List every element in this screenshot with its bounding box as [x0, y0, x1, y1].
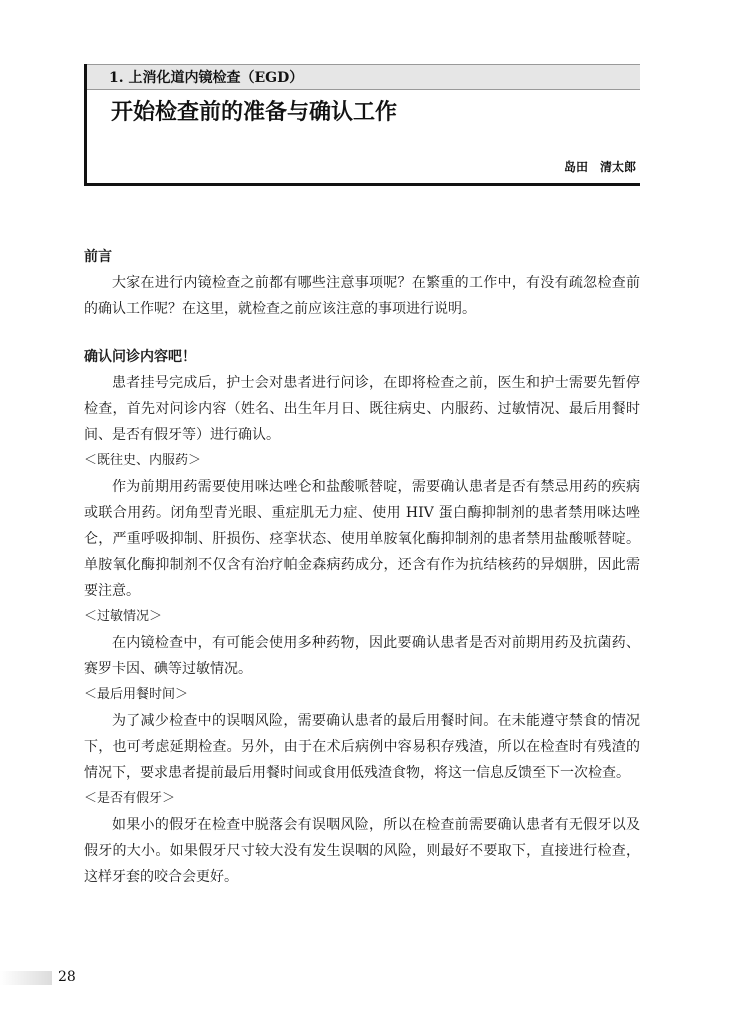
allergy-subheading: ＜过敏情况＞	[84, 609, 163, 624]
interview-intro: 患者挂号完成后，护士会对患者进行问诊，在即将检查之前，医生和护士需要先暂停检查，首先对问诊内容（姓名、出生年月日、既往病史、内服药、过敏情况、最后用餐时间、是否有假牙等）进行确认。	[84, 375, 640, 443]
article-header	[84, 64, 640, 186]
section-gap	[84, 322, 640, 344]
interview-heading: 确认问诊内容吧！	[84, 349, 196, 365]
preface-heading: 前言	[84, 249, 112, 265]
history-paragraph: 作为前期用药需要使用咪达唑仑和盐酸哌替啶，需要确认患者是否有禁忌用药的疾病或联合用药。闭角型青光眼、重症肌无力症、使用 HIV 蛋白酶抑制剂的患者禁用咪达唑仑，严重呼吸抑制、肝损伤、痉挛状态、使用单胺氧化酶抑制剂的患者禁用盐酸哌替啶。单胺氧化酶抑制剂不仅含有治疗帕金森病药成分，还含有作为抗结核药的异烟肼，因此需要注意。	[84, 479, 640, 599]
history-subheading: ＜既往史、内服药＞	[84, 453, 202, 468]
denture-subheading: ＜是否有假牙＞	[84, 791, 176, 806]
preface-paragraph: 大家在进行内镜检查之前都有哪些注意事项呢？在繁重的工作中，有没有疏忽检查前的确认工作呢？在这里，就检查之前应该注意的事项进行说明。	[84, 275, 640, 317]
meal-subheading: ＜最后用餐时间＞	[84, 687, 189, 702]
page-number: 28	[58, 969, 76, 985]
article-body	[84, 244, 640, 890]
section-label: 1. 上消化道内镜检查（EGD）	[87, 64, 640, 90]
meal-paragraph: 为了减少检查中的误咽风险，需要确认患者的最后用餐时间。在未能遵守禁食的情况下，也可考虑延期检查。另外，由于在术后病例中容易积存残渣，所以在检查时有残渣的情况下，要求患者提前最后用餐时间或食用低残渣食物，将这一信息反馈至下一次检查。	[84, 713, 640, 781]
footer-gradient-bar	[0, 971, 52, 985]
allergy-paragraph: 在内镜检查中，有可能会使用多种药物，因此要确认患者是否对前期用药及抗菌药、赛罗卡因、碘等过敏情况。	[84, 635, 640, 677]
page-title: 开始检查前的准备与确认工作	[111, 100, 398, 125]
author-name: 岛田 清太郎	[563, 160, 636, 174]
denture-paragraph: 如果小的假牙在检查中脱落会有误咽风险，所以在检查前需要确认患者有无假牙以及假牙的大小。如果假牙尺寸较大没有发生误咽的风险，则最好不要取下，直接进行检查，这样牙套的咬合会更好。	[84, 817, 640, 885]
